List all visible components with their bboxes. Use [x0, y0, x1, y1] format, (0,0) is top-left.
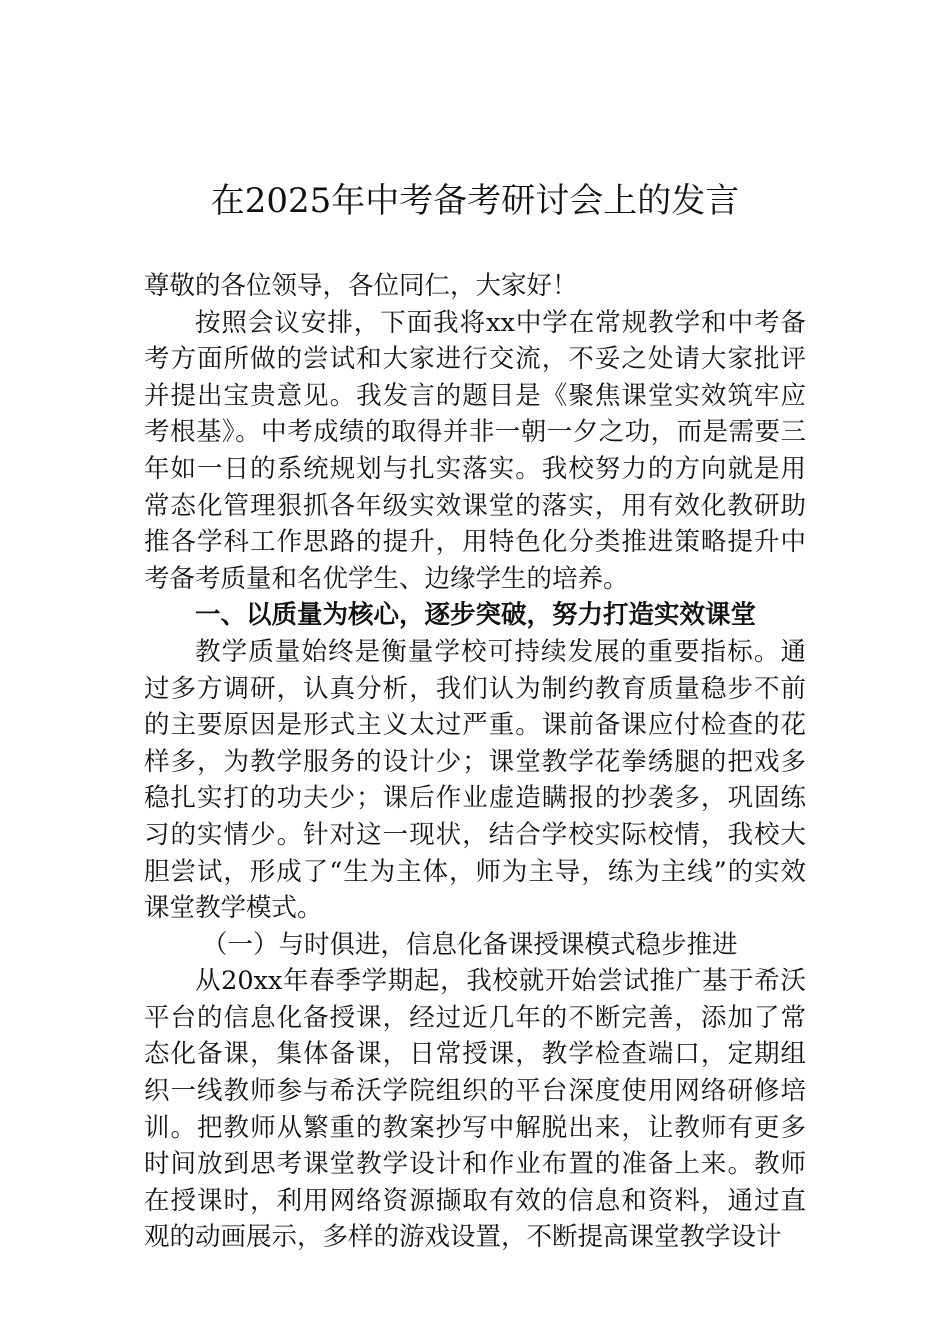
paragraph-intro: 按照会议安排，下面我将xx中学在常规教学和中考备考方面所做的尝试和大家进行交流，不妥之处请大家批评并提出宝贵意见。我发言的题目是《聚焦课堂实效筑牢应考根基》。中考成绩的取得并非一朝一夕之功，而是需要三年如一日的系统规划与扎实落实。我校努力的方向就是用常态化管理狠抓各年级实效课堂的落实，用有效化教研助推各学科工作思路的提升，用特色化分类推进策略提升中考备考质量和名优学生、边缘学生的培养。	[144, 307, 806, 594]
document-body	[144, 268, 806, 1256]
salutation: 尊敬的各位领导，各位同仁，大家好！	[144, 271, 578, 301]
document-title: 在2025年中考备考研讨会上的发言	[210, 181, 740, 221]
subsection-heading: （一）与时俱进，信息化备课授课模式稳步推进	[202, 929, 738, 960]
paragraph-quality: 教学质量始终是衡量学校可持续发展的重要指标。通过多方调研，认真分析，我们认为制约教育质量稳步不前的主要原因是形式主义太过严重。课前备课应付检查的花样多，为教学服务的设计少；课堂教学花拳绣腿的把戏多稳扎实打的功夫少；课后作业虚造瞒报的抄袭多，巩固练习的实情少。针对这一现状，结合学校实际校情，我校大胆尝试，形成了“生为主体，师为主导，练为主线”的实效课堂教学模式。	[144, 636, 806, 924]
paragraph-informatization: 从20xx年春季学期起，我校就开始尝试推广基于希沃平台的信息化备授课，经过近几年的不断完善，添加了常态化备课，集体备课，日常授课，教学检查端口，定期组织一线教师参与希沃学院组织的平台深度使用网络研修培训。把教师从繁重的教案抄写中解脱出来，让教师有更多时间放到思考课堂教学设计和作业布置的准备上来。教师在授课时，利用网络资源撷取有效的信息和资料，通过直观的动画展示，多样的游戏设置，不断提高课堂教学设计	[144, 966, 806, 1253]
section-heading: 一、以质量为核心，逐步突破，努力打造实效课堂	[195, 600, 757, 631]
